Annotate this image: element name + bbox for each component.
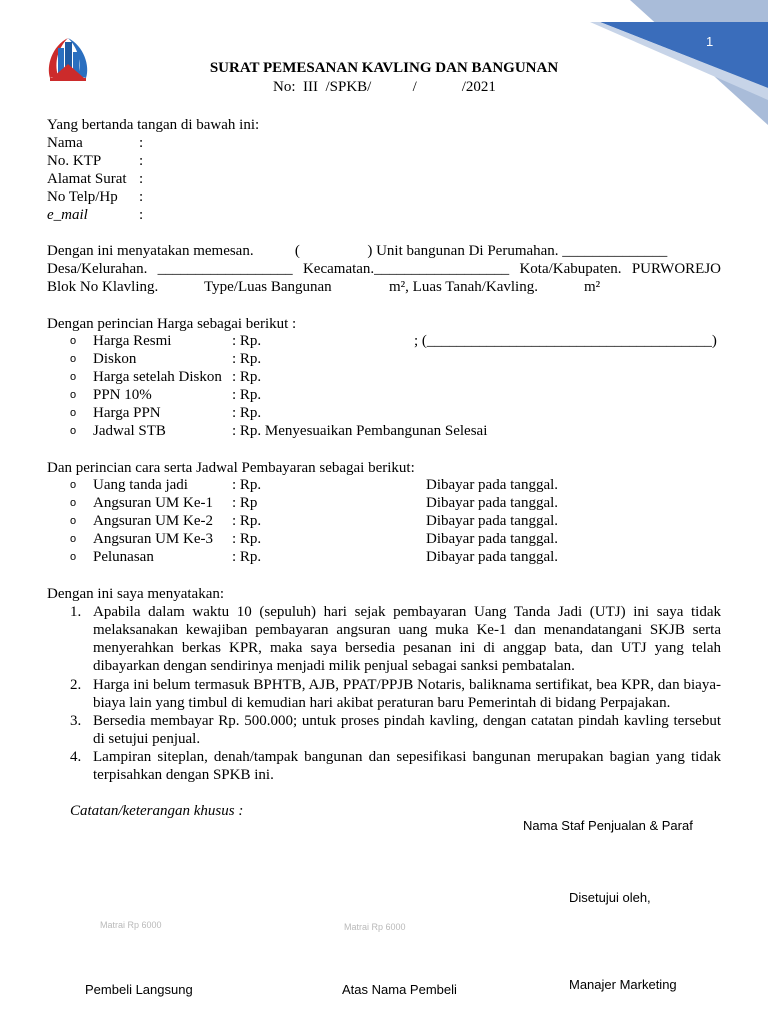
payment-label: Pelunasan xyxy=(93,549,154,565)
statement-intro: Dengan ini saya menyatakan: xyxy=(47,586,225,602)
field-label-alamat: Alamat Surat xyxy=(47,171,127,187)
notes-label: Catatan/keterangan khusus : xyxy=(70,803,244,819)
buyer-signature-label: Pembeli Langsung xyxy=(85,982,193,997)
sales-staff-label: Nama Staf Penjualan & Paraf xyxy=(523,818,693,833)
field-label-telp: No Telp/Hp xyxy=(47,189,118,205)
payment-note: Dibayar pada tanggal. xyxy=(426,495,559,511)
payment-value: : Rp. xyxy=(232,513,262,529)
bullet: o xyxy=(70,407,77,419)
price-label: Harga Resmi xyxy=(93,333,172,349)
statement-text: Bersedia membayar Rp. 500.000; untuk proses pindah kavling, dengan catatan pindah kavling tersebut di setujui penjual. xyxy=(93,713,721,747)
logo-base xyxy=(50,78,86,81)
payment-label: Angsuran UM Ke-3 xyxy=(93,531,213,547)
stamp-placeholder: Matrai Rp 6000 xyxy=(100,920,162,930)
order-land-unit: m² xyxy=(584,279,601,295)
order-line-1: Dengan ini menyatakan memesan. ( ) Unit bangunan Di Perumahan. ______________ xyxy=(47,243,668,259)
document-title: SURAT PEMESANAN KAVLING DAN BANGUNAN xyxy=(209,60,559,76)
price-value: : Rp. xyxy=(232,351,262,367)
order-type-label: Type/Luas Bangunan xyxy=(204,279,332,295)
payment-intro: Dan perincian cara serta Jadwal Pembayaran sebagai berikut: xyxy=(47,460,415,476)
statement-number: 2. xyxy=(70,677,82,693)
payment-label: Angsuran UM Ke-1 xyxy=(93,495,213,511)
field-label-email: e_mail xyxy=(47,207,88,223)
approved-by-label: Disetujui oleh, xyxy=(569,890,651,905)
bullet: o xyxy=(70,551,77,563)
price-intro: Dengan perincian Harga sebagai berikut : xyxy=(47,316,297,332)
payment-note: Dibayar pada tanggal. xyxy=(426,531,559,547)
price-label: Diskon xyxy=(93,351,137,367)
payment-label: Uang tanda jadi xyxy=(93,477,188,493)
price-label: Harga setelah Diskon xyxy=(93,369,222,385)
order-land-label: m², Luas Tanah/Kavling. xyxy=(389,279,538,295)
statement-text: Apabila dalam waktu 10 (sepuluh) hari sejak pembayaran Uang Tanda Jadi (UTJ) ini saya tidak melaksanakan kewajiban pembayaran angsuran uang muka Ke-1 dan menandatangani SKJB serta menyerahkan berkas KPR, maka saya bersedia pesanan ini di anggap bata, dan UTJ yang telah dibayarkan dengan sendirinya menjadi milik penjual sebagai sanksi pembatalan. xyxy=(93,604,721,674)
manager-signature-label: Manajer Marketing xyxy=(569,977,677,992)
payment-value: : Rp. xyxy=(232,477,262,493)
bullet: o xyxy=(70,479,77,491)
field-label-nama: Nama xyxy=(47,135,83,151)
bullet: o xyxy=(70,371,77,383)
statement-text: Harga ini belum termasuk BPHTB, AJB, PPAT/PPJB Notaris, baliknama sertifikat, bea KPR, dan biaya-biaya lain yang timbul di kemudian hari akibat peraturan baru Pemerintah di bidang Perpajakan. xyxy=(93,677,721,711)
field-sep: : xyxy=(139,207,144,223)
payment-value: : Rp xyxy=(232,495,258,511)
price-value: : Rp. xyxy=(232,369,262,385)
price-value: : Rp. xyxy=(232,387,262,403)
price-label: Harga PPN xyxy=(93,405,161,421)
statement-number: 3. xyxy=(70,713,82,729)
statement-number: 4. xyxy=(70,749,82,765)
page-number: 1 xyxy=(706,34,714,49)
bullet: o xyxy=(70,515,77,527)
payment-value: : Rp. xyxy=(232,531,262,547)
on-behalf-signature-label: Atas Nama Pembeli xyxy=(342,982,457,997)
payment-label: Angsuran UM Ke-2 xyxy=(93,513,213,529)
price-value: : Rp. Menyesuaikan Pembangunan Selesai xyxy=(232,423,488,439)
order-blok-label: Blok No Klavling. xyxy=(47,279,159,295)
bullet: o xyxy=(70,533,77,545)
field-sep: : xyxy=(139,135,144,151)
statement-text: Lampiran siteplan, denah/tampak bangunan dan sepesifikasi bangunan merupakan bagian yang tidak terpisahkan dengan SPKB ini. xyxy=(93,749,721,783)
field-label-ktp: No. KTP xyxy=(47,153,102,169)
bullet: o xyxy=(70,335,77,347)
field-sep: : xyxy=(139,153,144,169)
payment-value: : Rp. xyxy=(232,549,262,565)
price-label: Jadwal STB xyxy=(93,423,166,439)
bullet: o xyxy=(70,353,77,365)
price-value: : Rp. xyxy=(232,405,262,421)
document-number: No: III /SPKB/ / /2021 xyxy=(273,79,496,95)
price-value: : Rp. xyxy=(232,333,262,349)
identity-intro: Yang bertanda tangan di bawah ini: xyxy=(47,117,260,133)
statement-number: 1. xyxy=(70,604,82,620)
payment-note: Dibayar pada tanggal. xyxy=(426,513,559,529)
order-line-2: Desa/Kelurahan. __________________ Kecamatan.__________________ Kota/Kabupaten. PURWOREJO xyxy=(47,261,721,277)
payment-note: Dibayar pada tanggal. xyxy=(426,477,559,493)
bullet: o xyxy=(70,497,77,509)
field-sep: : xyxy=(139,171,144,187)
bullet: o xyxy=(70,389,77,401)
bullet: o xyxy=(70,425,77,437)
price-label: PPN 10% xyxy=(93,387,152,403)
payment-note: Dibayar pada tanggal. xyxy=(426,549,559,565)
price-spelled-amount: ; (______________________________________) xyxy=(414,333,717,349)
company-logo xyxy=(44,28,92,86)
field-sep: : xyxy=(139,189,144,205)
stamp-placeholder: Matrai Rp 6000 xyxy=(344,922,406,932)
